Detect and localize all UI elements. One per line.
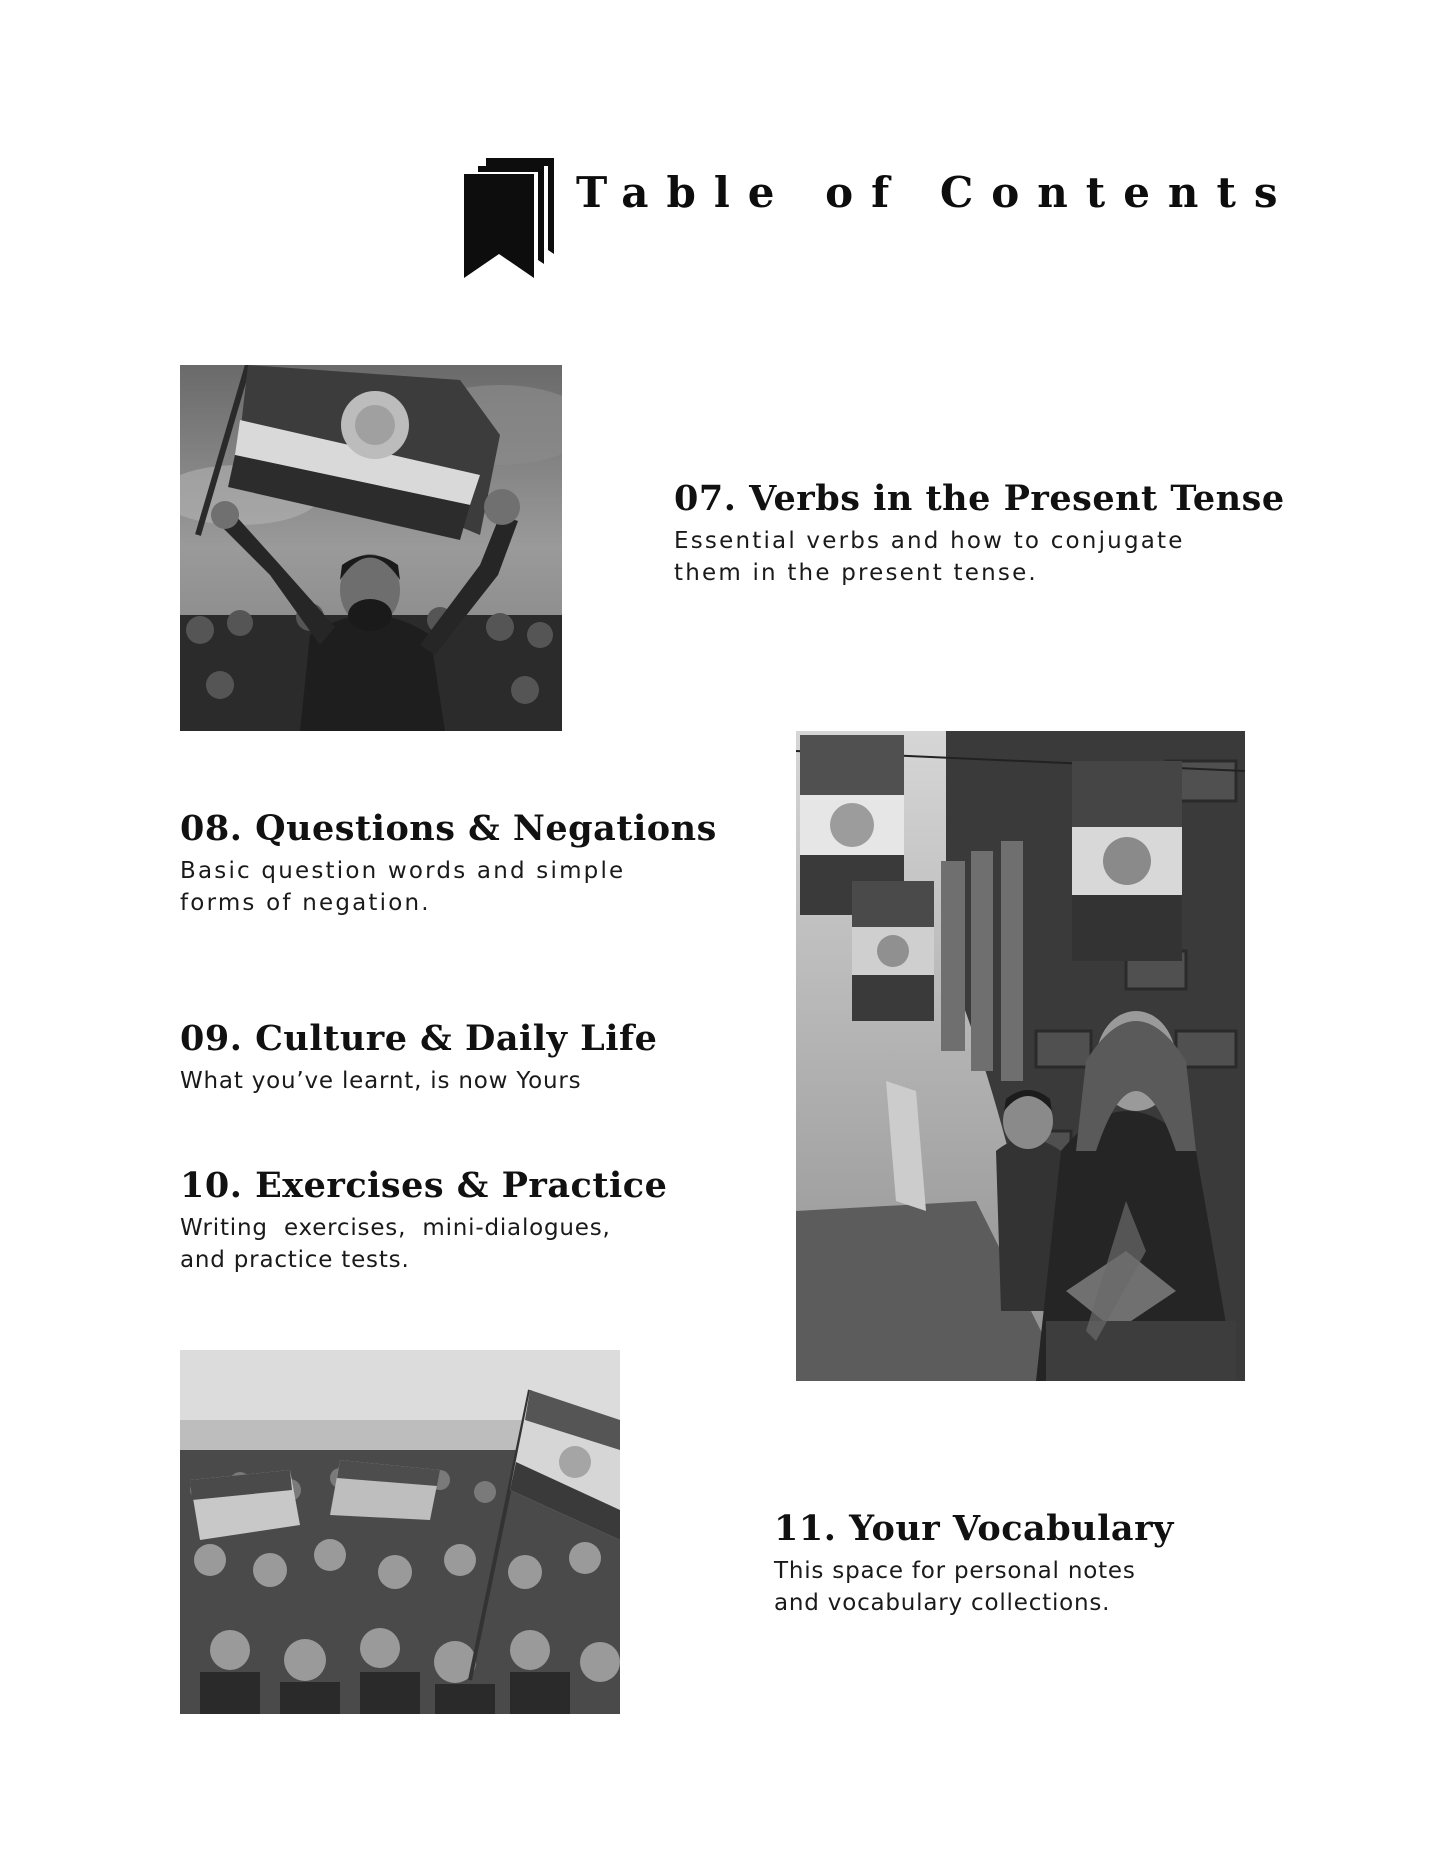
toc-entry-description: [674, 525, 1234, 589]
toc-entry-description-line: Essential verbs and how to conjugate: [674, 528, 1185, 554]
toc-entry-description-line: forms of negation.: [180, 890, 431, 916]
bookmark-icon: [464, 154, 558, 278]
toc-entry-title: 10. Exercises & Practice: [180, 1165, 668, 1206]
toc-entry-description-line: This space for personal notes: [774, 1558, 1136, 1584]
protester-waving-flag-photo: [180, 365, 562, 731]
toc-entry-title: 07. Verbs in the Present Tense: [674, 478, 1285, 519]
toc-entry-title: 11. Your Vocabulary: [774, 1508, 1174, 1549]
toc-entry-description-line: them in the present tense.: [674, 560, 1038, 586]
toc-entry-08[interactable]: [180, 807, 740, 919]
toc-entry-description: [180, 1065, 740, 1097]
page-title: Table of Contents: [576, 168, 1296, 217]
toc-entry-title: 08. Questions & Negations: [180, 808, 717, 849]
toc-entry-07[interactable]: [674, 477, 1285, 589]
toc-entry-description-line: and vocabulary collections.: [774, 1590, 1111, 1616]
toc-entry-description-line: Basic question words and simple: [180, 858, 626, 884]
toc-entry-description-line: and practice tests.: [180, 1247, 410, 1273]
toc-entry-11[interactable]: [774, 1507, 1334, 1619]
village-street-flags-photo: [796, 731, 1245, 1381]
toc-entry-title: 09. Culture & Daily Life: [180, 1018, 658, 1059]
crowd-with-flags-photo: [180, 1350, 620, 1714]
toc-entry-description: [774, 1555, 1334, 1619]
toc-entry-09[interactable]: [180, 1017, 740, 1097]
toc-entry-description-line: What you’ve learnt, is now Yours: [180, 1068, 582, 1094]
toc-entry-description: [180, 1212, 740, 1276]
toc-entry-description-line: Writing exercises, mini-dialogues,: [180, 1215, 611, 1241]
toc-entry-10[interactable]: [180, 1164, 740, 1276]
toc-entry-description: [180, 855, 740, 919]
